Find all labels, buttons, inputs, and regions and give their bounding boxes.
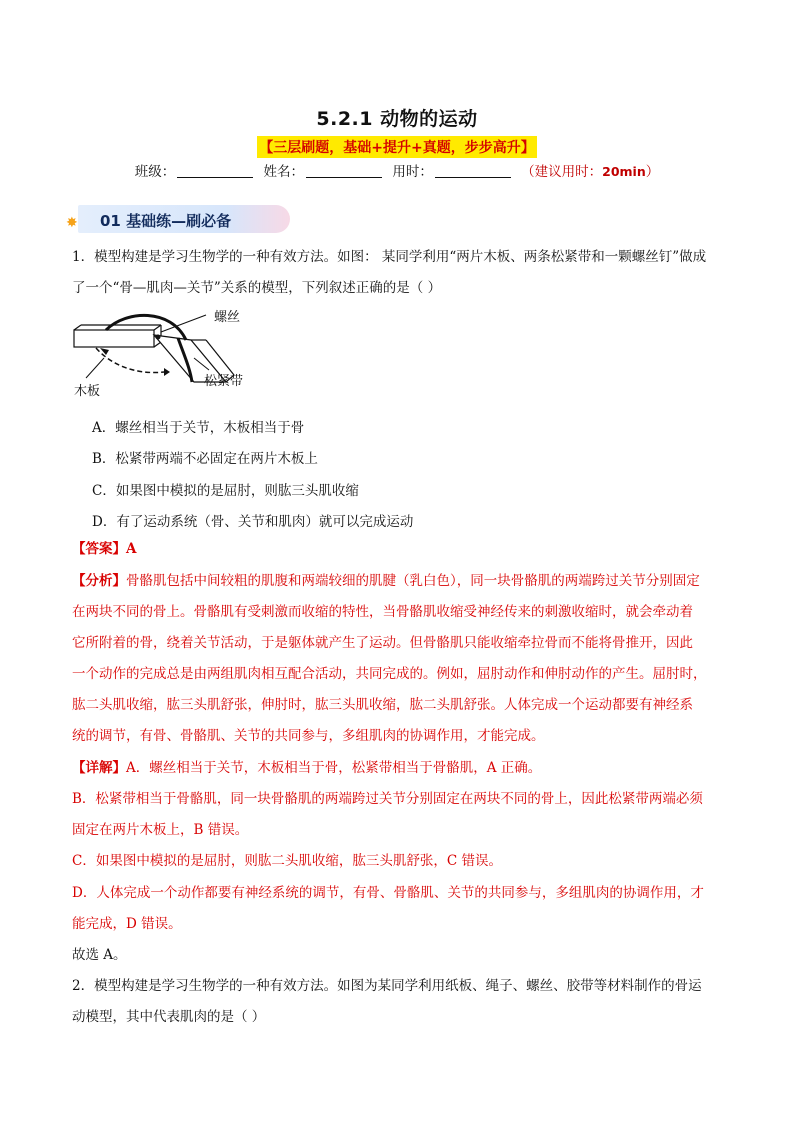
label-screw: 螺丝 — [214, 310, 241, 325]
q2-stem-line2: 动模型，其中代表肌肉的是（ ） — [72, 1009, 266, 1025]
q1-conclusion: 故选 A。 — [72, 947, 127, 963]
q1-option-b: B．松紧带两端不必固定在两片木板上 — [92, 451, 318, 467]
q1-analysis-line2: 在两块不同的骨上。骨骼肌有受刺激而收缩的特性，当骨骼肌收缩受神经传来的刺激收缩时，就会牵动着 — [72, 604, 693, 620]
q1-analysis-line3: 它所附着的骨，绕着关节活动，于是躯体就产生了运动。但骨骼肌只能收缩牵拉骨而不能将骨推开，因此 — [72, 635, 693, 651]
q1-analysis-line1 — [72, 572, 732, 591]
q1-analysis-line4: 一个动作的完成总是由两组肌肉相互配合活动，共同完成的。例如，屈肘动作和伸肘动作的产生。屈肘时， — [72, 666, 707, 682]
answer-value: A — [126, 541, 137, 557]
detail-text-1: A．螺丝相当于关节，木板相当于骨，松紧带相当于骨骼肌，A 正确。 — [126, 760, 542, 776]
analysis-tag: 【分析】 — [72, 573, 126, 589]
q1-detail-line3: 固定在两片木板上，B 错误。 — [72, 822, 249, 838]
detail-tag: 【详解】 — [72, 760, 126, 776]
q2-stem-line1: 2．模型构建是学习生物学的一种有效方法。如图为某同学利用纸板、绳子、螺丝、胶带等材料制作的骨运 — [72, 978, 702, 994]
name-blank[interactable] — [306, 163, 382, 178]
q1-option-c: C．如果图中模拟的是屈肘，则肱三头肌收缩 — [92, 483, 359, 499]
label-band: 松紧带 — [204, 374, 244, 389]
subtitle-banner — [0, 136, 794, 158]
q1-option-d: D．有了运动系统（骨、关节和肌肉）就可以完成运动 — [92, 514, 414, 530]
suggest-time-value: 20min — [602, 164, 646, 179]
q1-model-figure — [66, 310, 276, 400]
q1-answer-line — [72, 540, 732, 559]
q1-analysis-line5: 肱二头肌收缩，肱三头肌舒张，伸肘时，肱三头肌收缩，肱二头肌舒张。人体完成一个运动都要有神经系 — [72, 697, 693, 713]
time-blank[interactable] — [435, 163, 511, 178]
section-header — [66, 202, 292, 234]
suggest-prefix: （建议用时： — [521, 164, 603, 180]
suggested-time — [521, 164, 659, 180]
q1-detail-line4: C．如果图中模拟的是屈肘，则肱二头肌收缩，肱三头肌舒张，C 错误。 — [72, 853, 502, 869]
class-blank[interactable] — [177, 163, 253, 178]
q1-detail-line1 — [72, 759, 732, 778]
analysis-text-1: 骨骼肌包括中间较粗的肌腹和两端较细的肌腱（乳白色），同一块骨骼肌的两端跨过关节分别固定 — [126, 573, 700, 589]
subtitle-text: 【三层刷题，基础+提升+真题，步步高升】 — [257, 136, 536, 158]
q1-detail-line5: D．人体完成一个动作都要有神经系统的调节，有骨、骨骼肌、关节的共同参与，多组肌肉的协调作用，才 — [72, 885, 704, 901]
q1-option-a: A．螺丝相当于关节，木板相当于骨 — [92, 420, 305, 436]
q1-stem-line1: 1．模型构建是学习生物学的一种有效方法。如图： 某同学利用“两片木板、两条松紧带和一颗螺丝钉”做成 — [72, 249, 707, 265]
q1-detail-line2: B．松紧带相当于骨骼肌，同一块骨骼肌的两端跨过关节分别固定在两块不同的骨上，因此松紧带两端必须 — [72, 791, 703, 807]
page-title: 5.2.1 动物的运动 — [316, 108, 478, 130]
student-info-line — [0, 160, 794, 180]
q1-analysis-line6: 统的调节，有骨、骨骼肌、关节的共同参与，多组肌肉的协调作用，才能完成。 — [72, 728, 545, 744]
name-label: 姓名： — [263, 164, 305, 180]
time-label: 用时： — [392, 164, 433, 180]
label-board: 木板 — [74, 384, 101, 399]
suggest-suffix: ） — [645, 164, 660, 180]
star-icon: ✸ — [66, 215, 78, 231]
q1-stem-line2: 了一个“骨—肌肉—关节”关系的模型，下列叙述正确的是（ ） — [72, 280, 442, 296]
section-title: 01 基础练—刷必备 — [100, 212, 232, 230]
answer-tag: 【答案】 — [72, 541, 126, 557]
class-label: 班级： — [134, 164, 176, 180]
q1-detail-line6: 能完成，D 错误。 — [72, 916, 182, 932]
